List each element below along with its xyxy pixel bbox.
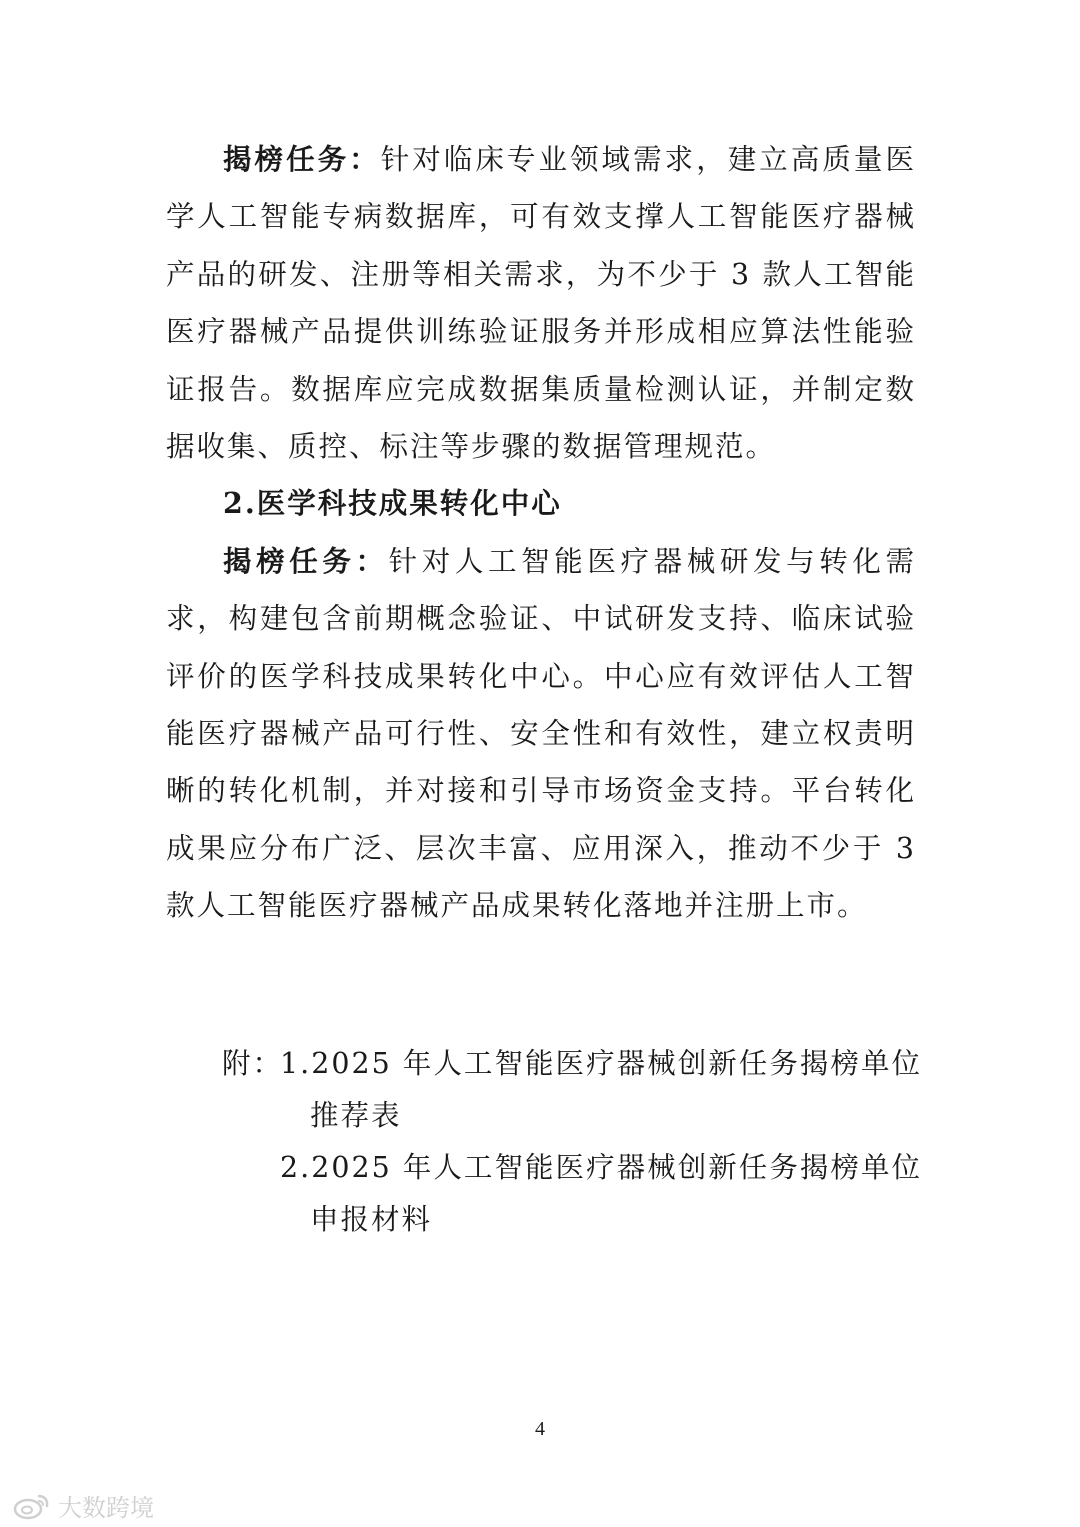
- attachments-prefix-spacer: [222, 1142, 280, 1246]
- task-body-text: 针对人工智能医疗器械研发与转化需求，构建包含前期概念验证、中试研发支持、临床试验评价的医学科技成果转化中心。中心应有效评估人工智能医疗器械产品可行性、安全性和有效性，建立权责明晰的转化机制，并对接和引导市场资金支持。平台转化成果应分布广泛、层次丰富、应用深入，推动不少于 3 款人工智能医疗器械产品成果转化落地并注册上市。: [166, 544, 916, 923]
- attachment-item: 2.2025 年人工智能医疗器械创新任务揭榜单位申报材料: [280, 1151, 922, 1236]
- attachments-list: [222, 1038, 922, 1246]
- attachment-row: [222, 1142, 922, 1246]
- task-paragraph-2: [166, 533, 916, 935]
- page-number: 4: [535, 1418, 545, 1440]
- task-paragraph-1: [166, 131, 916, 475]
- main-content: [166, 131, 916, 935]
- attachments-prefix: 附：: [222, 1047, 284, 1080]
- weibo-logo-icon: [12, 1492, 52, 1520]
- task-body-text: 针对临床专业领域需求，建立高质量医学人工智能专病数据库，可有效支撑人工智能医疗器械产品的研发、注册等相关需求，为不少于 3 款人工智能医疗器械产品提供训练验证服务并形成相应算法性能验证报告。数据库应完成数据集质量检测认证，并制定数据收集、质控、标注等步骤的数据管理规范。: [166, 143, 916, 464]
- section-heading: 2.医学科技成果转化中心: [223, 486, 562, 521]
- attachment-row: [222, 1038, 922, 1142]
- task-lead-label: 揭榜任务：: [223, 142, 381, 176]
- attachment-item: 1.2025 年人工智能医疗器械创新任务揭榜单位推荐表: [280, 1047, 922, 1132]
- task-lead-label: 揭榜任务：: [223, 543, 389, 578]
- watermark: [12, 1488, 154, 1523]
- watermark-text: 大数跨境: [58, 1494, 154, 1522]
